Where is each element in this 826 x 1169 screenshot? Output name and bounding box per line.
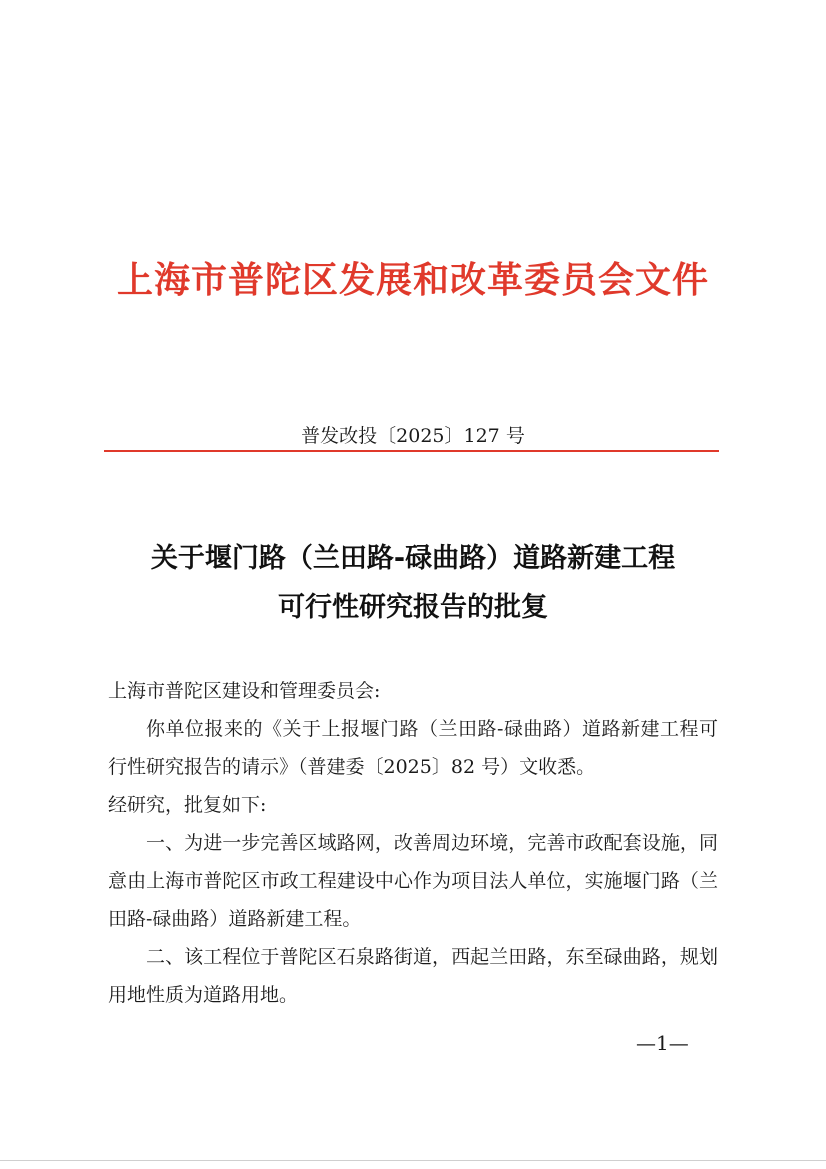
body-paragraph: 你单位报来的《关于上报堰门路（兰田路-碌曲路）道路新建工程可行性研究报告的请示》（普建委〔2025〕82 号）文收悉。 bbox=[108, 718, 718, 778]
salutation: 上海市普陀区建设和管理委员会: bbox=[108, 680, 381, 702]
page-number: —1— bbox=[636, 1031, 689, 1055]
document-title-line-1: 关于堰门路（兰田路-碌曲路）道路新建工程 bbox=[150, 543, 676, 574]
issuing-authority-header: 上海市普陀区发展和改革委员会文件 bbox=[116, 259, 709, 301]
page-bottom-edge bbox=[0, 1160, 826, 1161]
body-paragraph: 二、该工程位于普陀区石泉路街道，西起兰田路，东至碌曲路，规划用地性质为道路用地。 bbox=[108, 946, 718, 1006]
body-paragraph: 经研究，批复如下: bbox=[108, 794, 267, 816]
red-divider-line bbox=[104, 450, 719, 452]
body-paragraph: 一、为进一步完善区域路网，改善周边环境，完善市政配套设施，同意由上海市普陀区市政工程建设中心作为项目法人单位，实施堰门路（兰田路-碌曲路）道路新建工程。 bbox=[108, 832, 718, 930]
document-number: 普发改投〔2025〕127 号 bbox=[301, 425, 525, 447]
document-body bbox=[108, 672, 718, 1014]
document-title-line-2: 可行性研究报告的批复 bbox=[278, 592, 548, 623]
